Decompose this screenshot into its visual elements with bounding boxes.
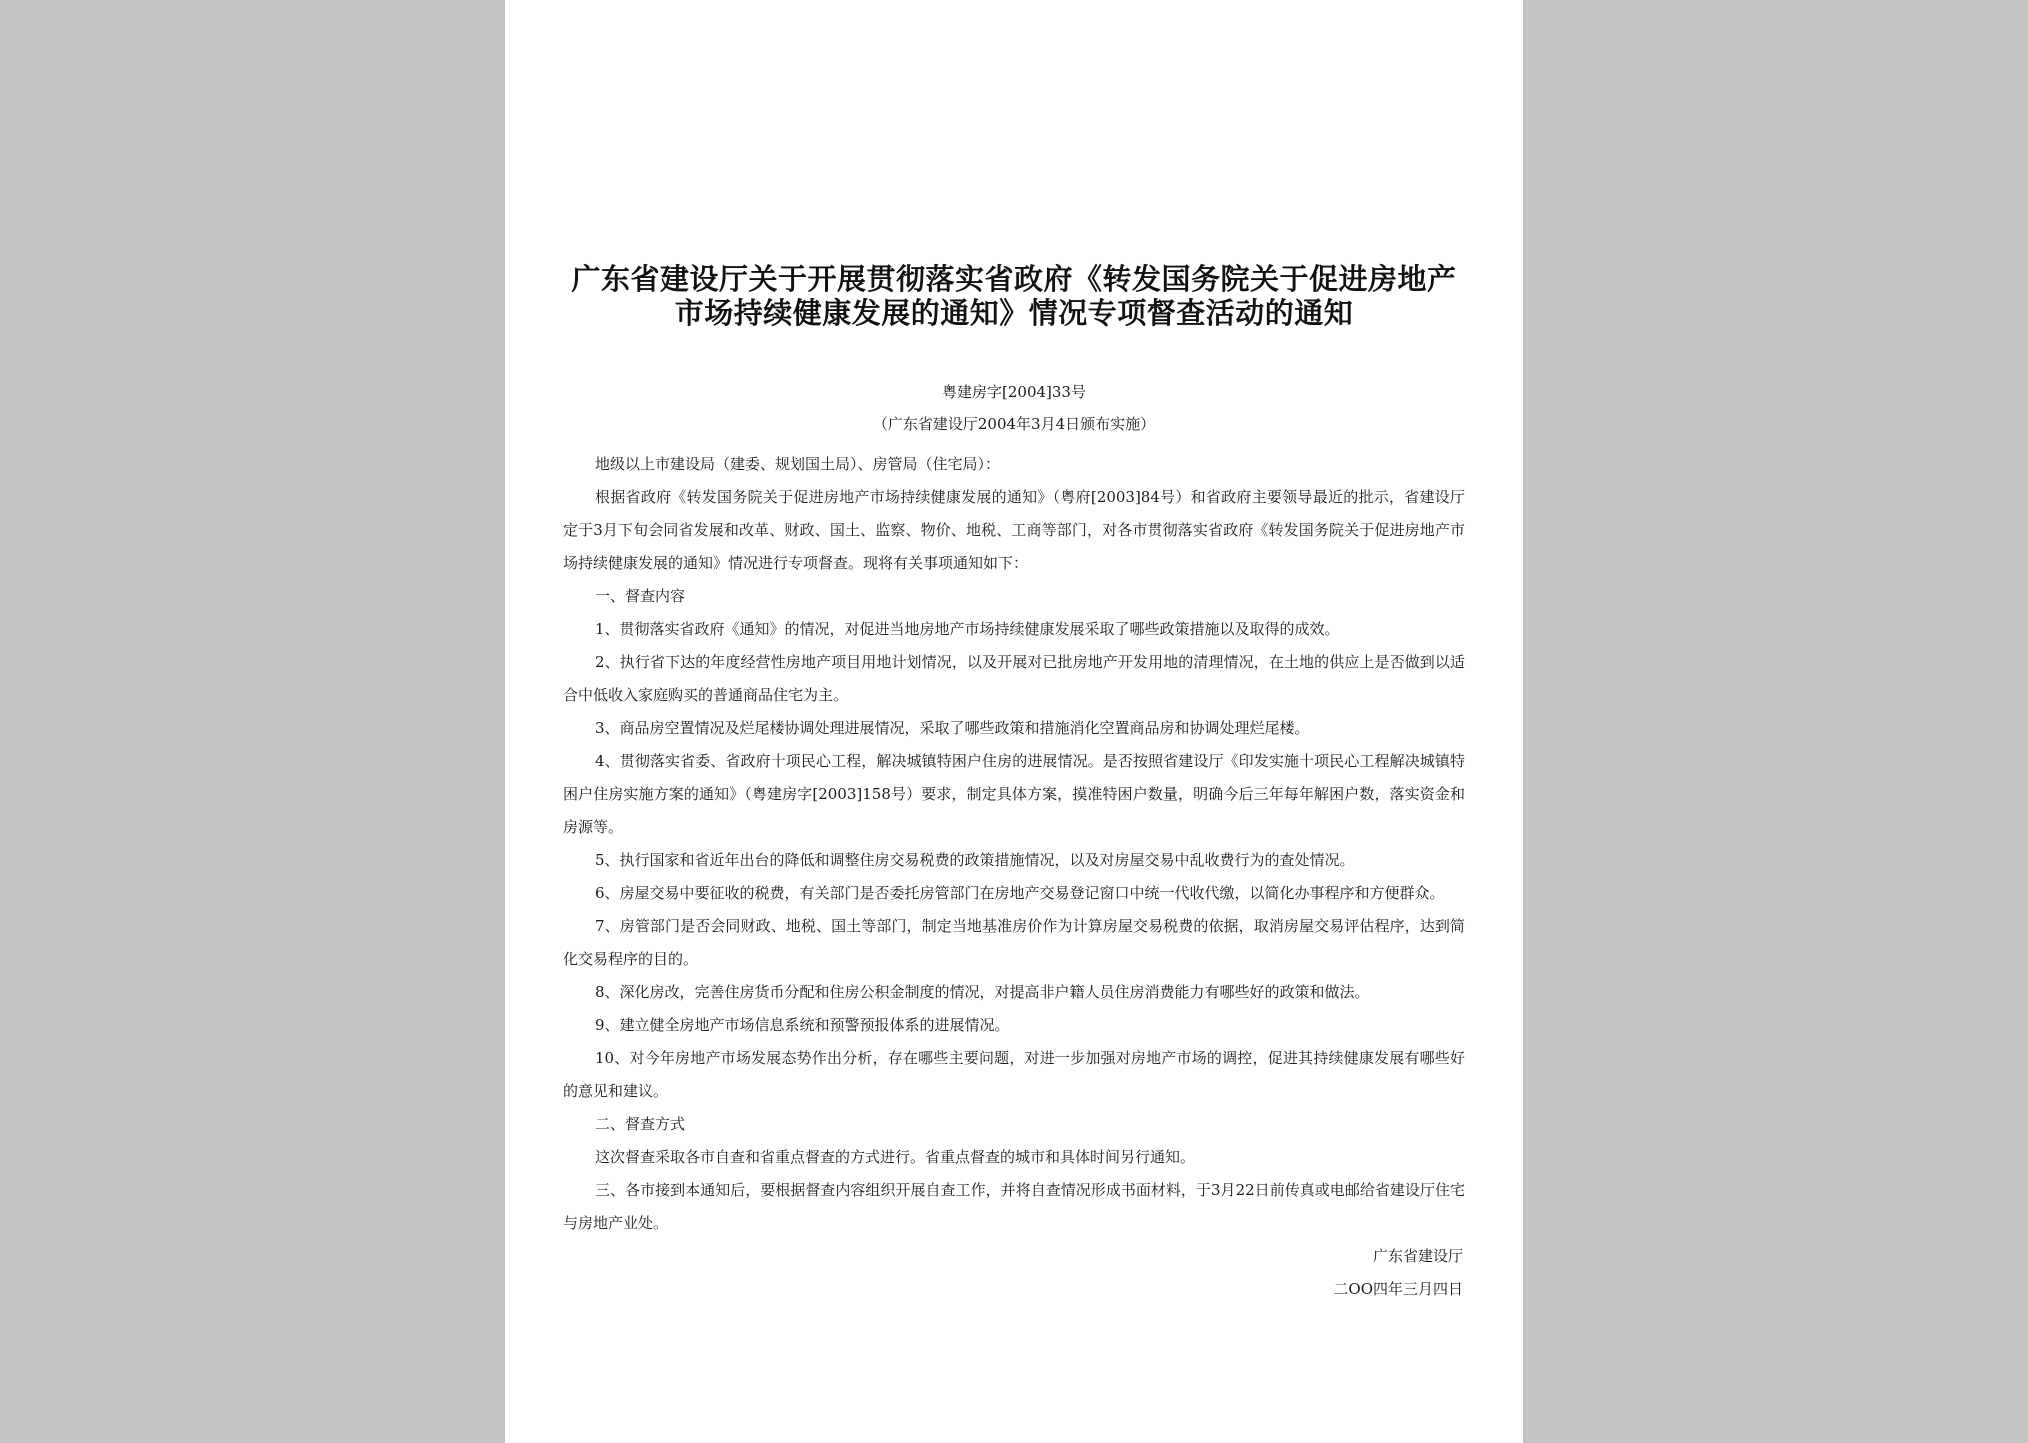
paragraph-item-1: 1、贯彻落实省政府《通知》的情况，对促进当地房地产市场持续健康发展采取了哪些政策措施以及取得的成效。 — [595, 620, 1340, 638]
paragraph-method: 这次督查采取各市自查和省重点督查的方式进行。省重点督查的城市和具体时间另行通知。 — [595, 1148, 1196, 1166]
document-body — [563, 448, 1465, 1240]
paragraph-item-4: 4、贯彻落实省委、省政府十项民心工程，解决城镇特困户住房的进展情况。是否按照省建设厅《印发实施十项民心工程解决城镇特困户住房实施方案的通知》（粤建房字[2003]158号）要求，制定具体方案，摸准特困户数量，明确今后三年每年解困户数，落实资金和房源等。 — [563, 752, 1465, 836]
signature-date: 二OO四年三月四日 — [1333, 1280, 1463, 1298]
section-heading-content: 一、督查内容 — [595, 587, 686, 605]
salutation: 地级以上市建设局（建委、规划国土局）、房管局（住宅局）： — [595, 455, 1001, 473]
paragraph-item-10: 10、对今年房地产市场发展态势作出分析，存在哪些主要问题，对进一步加强对房地产市场的调控，促进其持续健康发展有哪些好的意见和建议。 — [563, 1049, 1465, 1100]
signature-org: 广东省建设厅 — [1372, 1247, 1463, 1265]
document-title: 广东省建设厅关于开展贯彻落实省政府《转发国务院关于促进房地产市场持续健康发展的通知》情况专项督查活动的通知 — [571, 262, 1457, 330]
document-page — [505, 0, 1523, 1443]
section-heading-method: 二、督查方式 — [595, 1115, 686, 1133]
paragraph-intro: 根据省政府《转发国务院关于促进房地产市场持续健康发展的通知》（粤府[2003]84号）和省政府主要领导最近的批示，省建设厅定于3月下旬会同省发展和改革、财政、国土、监察、物价、地税、工商等部门，对各市贯彻落实省政府《转发国务院关于促进房地产市场持续健康发展的通知》情况进行专项督查。现将有关事项通知如下： — [563, 488, 1465, 572]
paragraph-item-2: 2、执行省下达的年度经营性房地产项目用地计划情况，以及开展对已批房地产开发用地的清理情况，在土地的供应上是否做到以适合中低收入家庭购买的普通商品住宅为主。 — [563, 653, 1465, 704]
paragraph-item-8: 8、深化房改，完善住房货币分配和住房公积金制度的情况，对提高非户籍人员住房消费能力有哪些好的政策和做法。 — [595, 983, 1370, 1001]
paragraph-deadline: 三、各市接到本通知后，要根据督查内容组织开展自查工作，并将自查情况形成书面材料，于3月22日前传真或电邮给省建设厅住宅与房地产业处。 — [563, 1181, 1465, 1232]
paragraph-item-9: 9、建立健全房地产市场信息系统和预警预报体系的进展情况。 — [595, 1016, 1010, 1034]
paragraph-item-3: 3、商品房空置情况及烂尾楼协调处理进展情况，采取了哪些政策和措施消化空置商品房和协调处理烂尾楼。 — [595, 719, 1310, 737]
issue-note: （广东省建设厅2004年3月4日颁布实施） — [872, 415, 1156, 433]
paragraph-item-7: 7、房管部门是否会同财政、地税、国土等部门，制定当地基准房价作为计算房屋交易税费的依据，取消房屋交易评估程序，达到简化交易程序的目的。 — [563, 917, 1465, 968]
paragraph-item-6: 6、房屋交易中要征收的税费，有关部门是否委托房管部门在房地产交易登记窗口中统一代收代缴，以简化办事程序和方便群众。 — [595, 884, 1445, 902]
paragraph-item-5: 5、执行国家和省近年出台的降低和调整住房交易税费的政策措施情况，以及对房屋交易中乱收费行为的查处情况。 — [595, 851, 1355, 869]
document-number: 粤建房字[2004]33号 — [942, 383, 1086, 401]
